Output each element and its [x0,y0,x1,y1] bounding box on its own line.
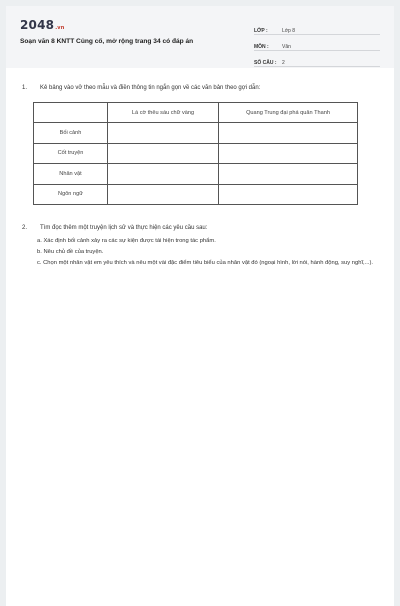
table-cell [219,164,358,184]
meta-value: Lớp 8 [282,28,296,34]
meta-value: 2 [282,60,285,66]
list-item: b. Nêu chủ đề của truyện. [37,249,104,255]
table-cell [219,143,358,163]
table-cell [219,184,358,204]
table-row [34,184,358,204]
meta-label: MÔN : [254,44,269,50]
question-2-items [37,236,377,269]
site-logo[interactable] [20,18,65,32]
table-row [34,164,358,184]
meta-label: SỐ CÂU : [254,60,277,66]
table-row [34,123,358,143]
worksheet-page [6,6,394,606]
table-cell [108,123,219,143]
table-cell [108,164,219,184]
table-cell [219,123,358,143]
question-number: 1. [22,85,28,91]
table-header-cell: Quang Trung đại phá quân Thanh [219,103,358,123]
document-title: Soạn văn 8 KNTT Củng cố, mở rộng trang 34 có đáp án [20,38,194,45]
meta-row-question-count [254,51,380,67]
logo-text: 2048 [20,18,55,32]
row-label: Nhân vật [34,164,108,184]
meta-value: Văn [282,44,291,50]
meta-info [254,19,380,67]
table-cell [108,143,219,163]
table-header-row [34,103,358,123]
answer-table [33,102,358,205]
question-number: 2. [22,225,28,231]
row-label: Ngôn ngữ [34,184,108,204]
table-row [34,143,358,163]
logo-suffix: .vn [55,25,65,31]
row-label: Cốt truyện [34,143,108,163]
table-cell [108,184,219,204]
table-header-cell: Lá cờ thêu sáu chữ vàng [108,103,219,123]
row-label: Bối cảnh [34,123,108,143]
meta-row-subject [254,35,380,51]
meta-row-class [254,19,380,35]
question-text: Tìm đọc thêm một truyện lịch sử và thực hiện các yêu cầu sau: [40,225,208,231]
list-item: c. Chọn một nhân vật em yêu thích và nêu một vài đặc điểm tiêu biểu của nhân vật đó (ngoại hình, lời nói, hành động, suy nghĩ,...). [37,260,374,266]
question-text: Kẻ bảng vào vở theo mẫu và điền thông tin ngắn gọn về các văn bản theo gợi dẫn: [40,85,261,91]
list-item: a. Xác định bối cảnh xảy ra các sự kiện được tái hiện trong tác phẩm. [37,238,216,244]
table-header-cell [34,103,108,123]
meta-label: LỚP : [254,28,268,34]
worksheet-header [6,6,394,68]
